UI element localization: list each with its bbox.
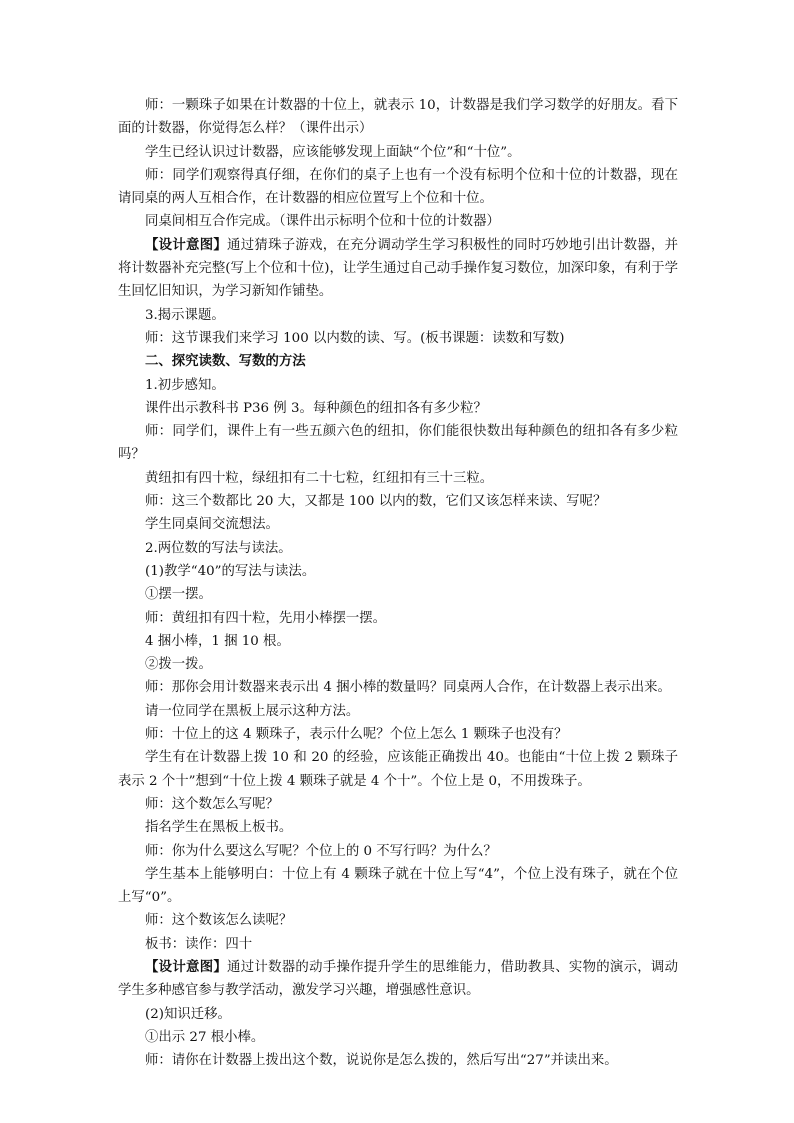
paragraph: 师：同学们观察得真仔细，在你们的桌子上也有一个没有标明个位和十位的计数器，现在请同桌的两人互相合作，在计数器的相应位置写上个位和十位。 <box>118 167 678 207</box>
design-intent-paragraph <box>118 234 678 304</box>
paragraph: 2.两位数的写法与读法。 <box>145 540 292 556</box>
paragraph: 课件出示教科书 P36 例 3。每种颜色的纽扣各有多少粒？ <box>145 400 487 416</box>
paragraph: 4 捆小棒，1 捆 10 根。 <box>145 633 290 649</box>
paragraph: ①摆一摆。 <box>145 587 212 603</box>
paragraph: ①出示 27 根小棒。 <box>145 1029 265 1045</box>
paragraph: (2)知识迁移。 <box>145 1006 231 1022</box>
paragraph: 学生基本上能够明白：十位上有 4 颗珠子就在十位上写“4”，个位上没有珠子，就在个位上写“0”。 <box>118 866 678 906</box>
paragraph: 板书：读作：四十 <box>145 936 253 952</box>
paragraph: 3.揭示课题。 <box>145 307 225 323</box>
paragraph: 师：这个数怎么写呢？ <box>145 796 279 812</box>
paragraph: 黄纽扣有四十粒，绿纽扣有二十七粒，红纽扣有三十三粒。 <box>145 470 494 486</box>
paragraph: (1)教学“40”的写法与读法。 <box>145 563 316 579</box>
paragraph: 师：这三个数都比 20 大，又都是 100 以内的数，它们又该怎样来读、写呢？ <box>145 494 607 510</box>
paragraph: 学生有在计数器上拨 10 和 20 的经验，应该能正确拨出 40。也能由“十位上拨 2 颗珠子表示 2 个十”想到“十位上拨 4 颗珠子就是 4 个十”。个位上是 0，不用拨珠子。 <box>118 750 678 789</box>
paragraph-text: 通过计数器的动手操作提升学生的思维能力，借助教具、实物的演示，调动学生多种感官参与教学活动，激发学习兴趣，增强感性意识。 <box>118 959 679 999</box>
paragraph: 师：一颗珠子如果在计数器的十位上，就表示 10，计数器是我们学习数学的好朋友。看下面的计数器，你觉得怎么样？（课件出示） <box>118 98 678 137</box>
paragraph: ②拨一拨。 <box>145 657 212 673</box>
document-page <box>118 94 678 1072</box>
paragraph: 学生已经认识过计数器，应该能够发现上面缺“个位”和“十位”。 <box>145 144 521 160</box>
paragraph: 师：同学们，课件上有一些五颜六色的纽扣，你们能很快数出每种颜色的纽扣各有多少粒吗？ <box>118 424 678 463</box>
paragraph: 师：这个数该怎么读呢？ <box>145 913 293 929</box>
paragraph: 1.初步感知。 <box>145 377 225 393</box>
paragraph: 师：十位上的这 4 颗珠子，表示什么呢？个位上怎么 1 颗珠子也没有？ <box>145 727 568 743</box>
paragraph: 学生同桌间交流想法。 <box>145 517 279 533</box>
paragraph: 师：那你会用计数器来表示出 4 捆小棒的数量吗？同桌两人合作，在计数器上表示出来。 <box>145 680 671 696</box>
paragraph-text: 通过猜珠子游戏，在充分调动学生学习积极性的同时巧妙地引出计数器，并将计数器补充完整(写上个位和十位)，让学生通过自己动手操作复习数位，加深印象，有利于学生回忆旧知识，为学习新知作铺垫。 <box>118 237 679 300</box>
paragraph: 师：这节课我们来学习 100 以内数的读、写。(板书课题：读数和写数) <box>145 330 565 346</box>
paragraph: 同桌间相互合作完成。（课件出示标明个位和十位的计数器） <box>145 214 500 230</box>
paragraph: 师：你为什么要这么写呢？个位上的 0 不写行吗？为什么？ <box>145 843 497 859</box>
design-intent-tag: 【设计意图】 <box>145 236 228 253</box>
paragraph: 请一位同学在黑板上展示这种方法。 <box>145 703 360 719</box>
paragraph: 师：请你在计数器上拨出这个数，说说你是怎么拨的，然后写出“27”并读出来。 <box>145 1053 618 1069</box>
paragraph: 指名学生在黑板上板书。 <box>145 820 293 836</box>
section-heading: 二、探究读数、写数的方法 <box>145 353 306 370</box>
paragraph: 师：黄纽扣有四十粒，先用小棒摆一摆。 <box>145 610 387 626</box>
design-intent-tag: 【设计意图】 <box>145 958 228 975</box>
design-intent-paragraph <box>118 956 678 1003</box>
